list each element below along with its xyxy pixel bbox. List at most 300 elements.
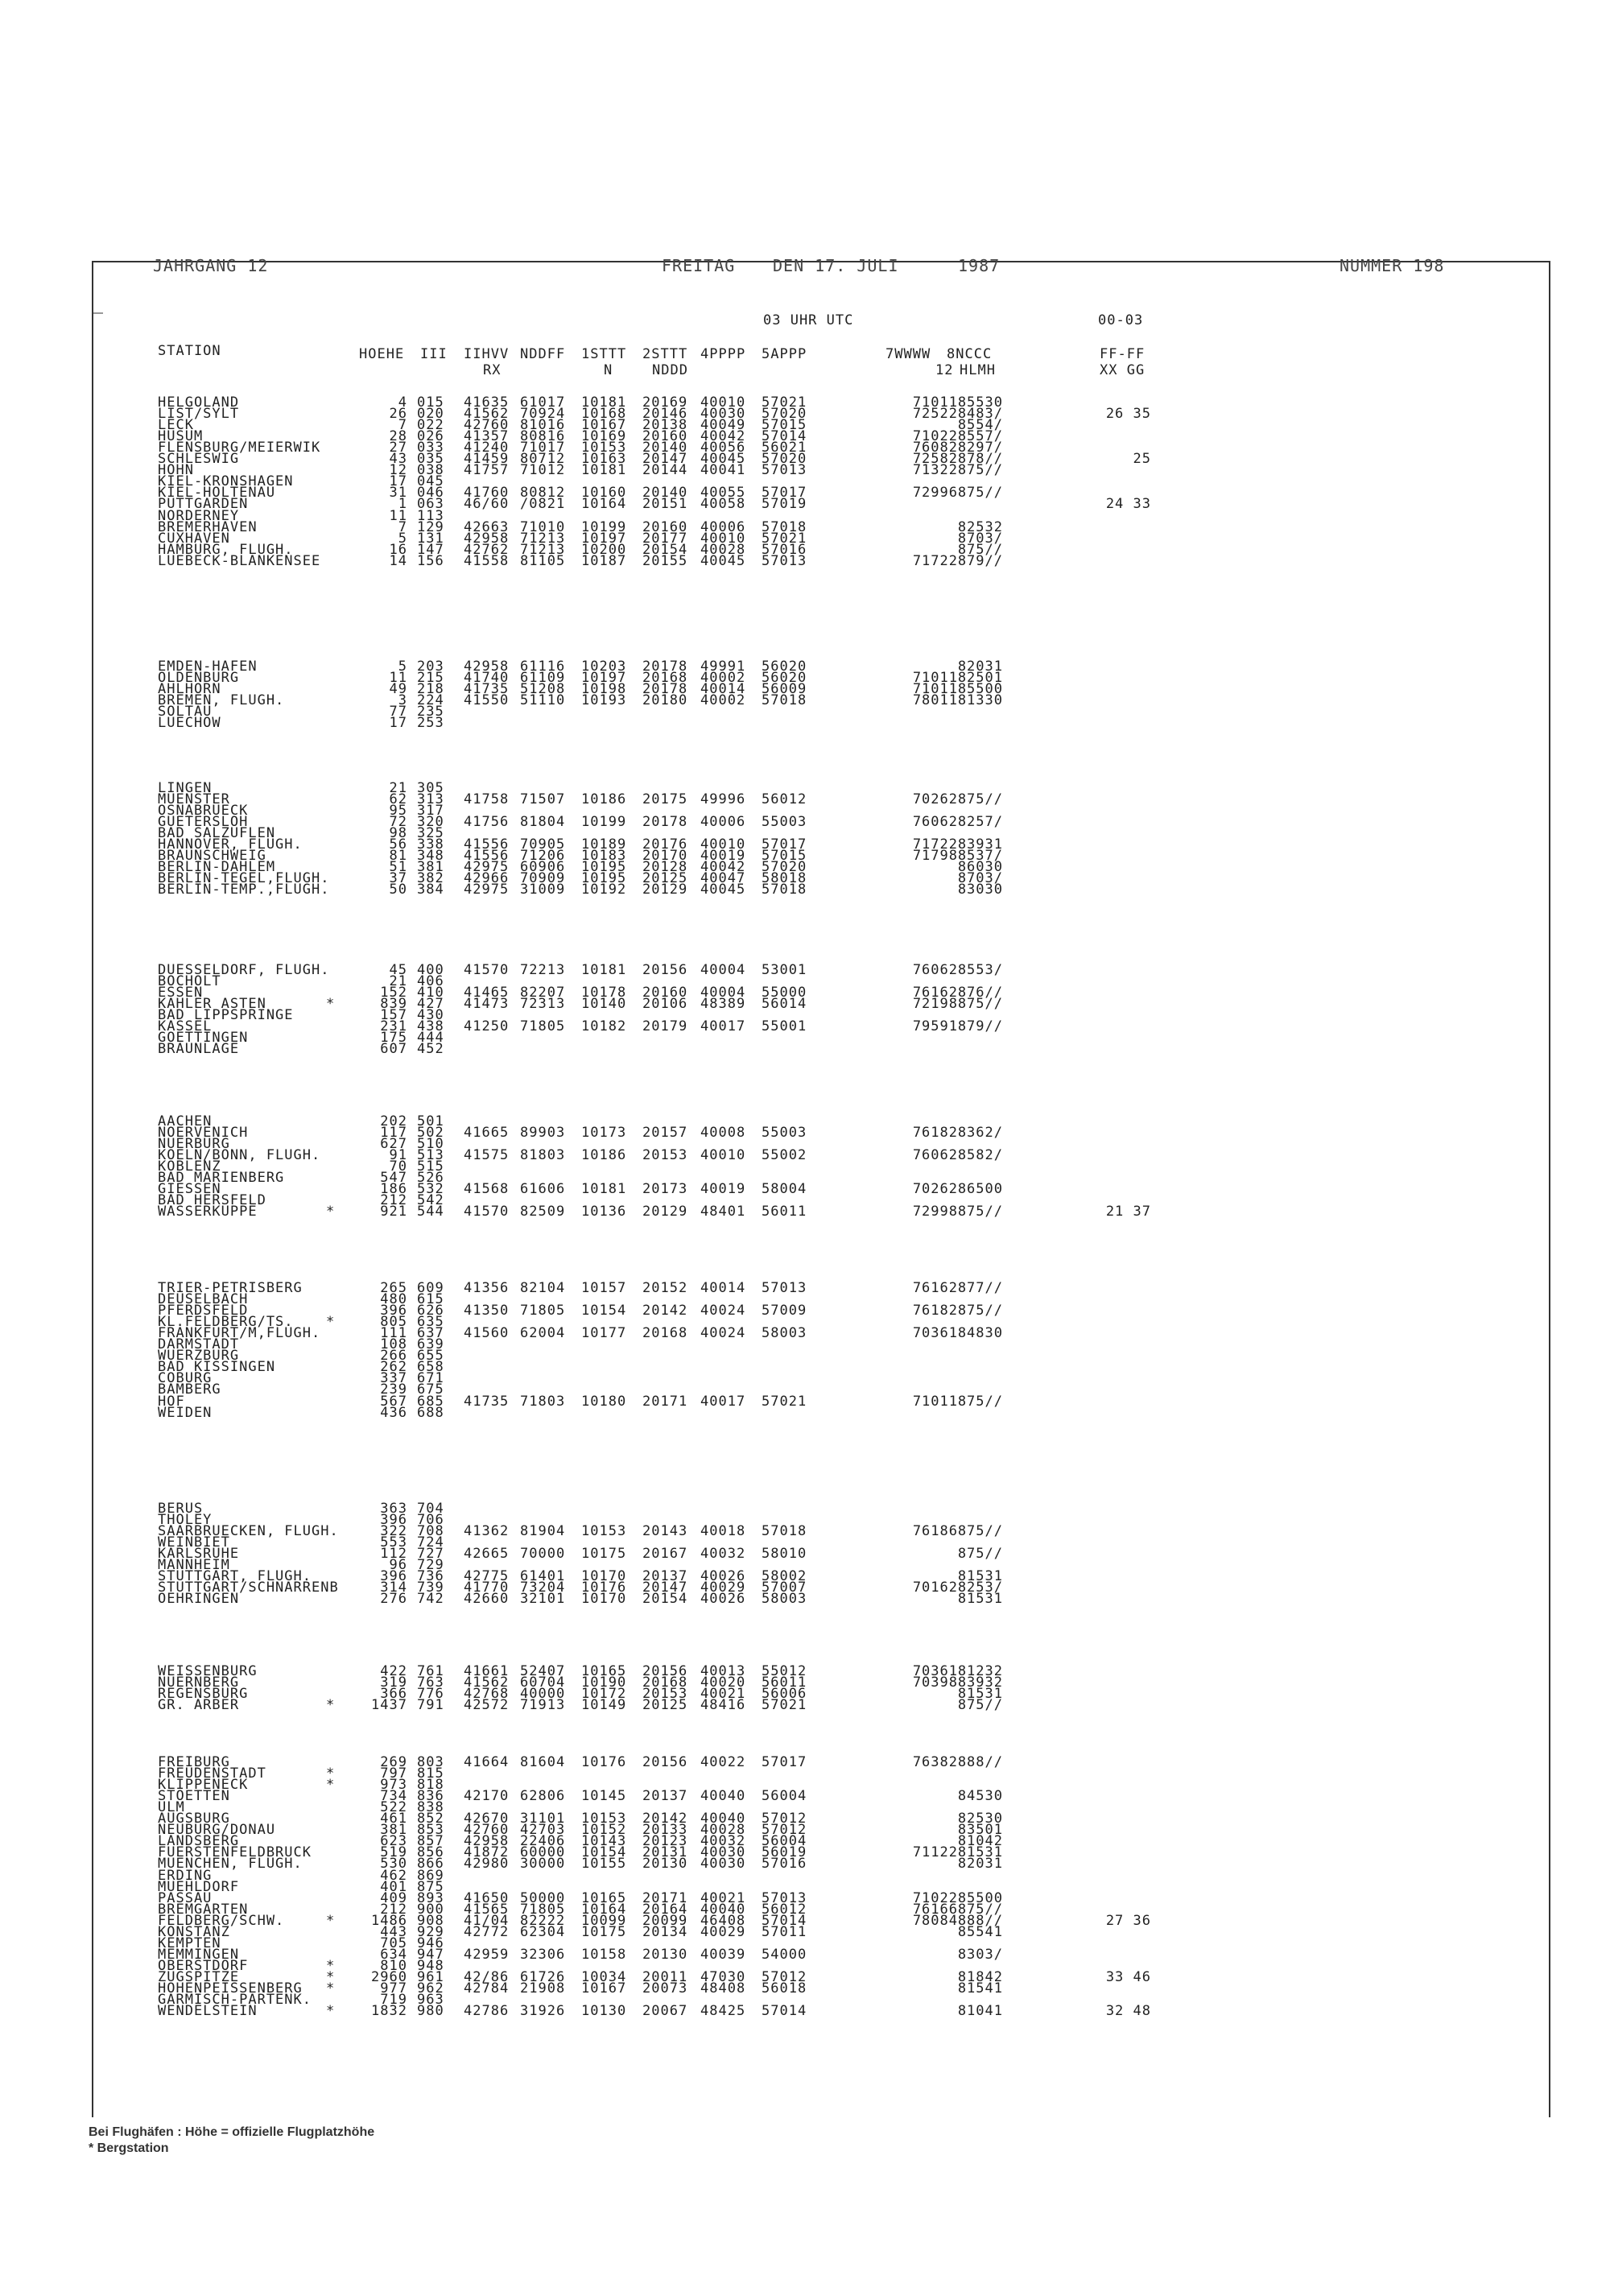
- group-1sttt: 10190: [581, 1675, 627, 1691]
- group-4pppp: 40032: [700, 1833, 746, 1850]
- station-code: 962: [417, 1980, 444, 1997]
- station-name: KARLSRUHE: [158, 1546, 240, 1563]
- group-2sttt: 20153: [642, 1147, 688, 1164]
- group-1sttt: 10163: [581, 451, 627, 468]
- nddff-value: 80812: [520, 485, 566, 502]
- station-code: 502: [417, 1125, 444, 1142]
- mountain-marker: *: [326, 1314, 336, 1331]
- nddff-value: 81604: [520, 1754, 566, 1770]
- group-1sttt: 10186: [581, 791, 627, 808]
- station-name: CUXHAVEN: [158, 530, 230, 547]
- iihvv-value: 41356: [464, 1280, 510, 1296]
- station-name: THOLEY: [158, 1512, 213, 1529]
- group-5appp: 56011: [762, 1204, 807, 1220]
- iihvv-value: 42786: [464, 2003, 510, 2020]
- station-code: 253: [417, 715, 444, 732]
- group-2sttt: 20154: [642, 541, 688, 558]
- height-value: 381: [380, 1822, 407, 1839]
- col-iihvv-sub: RX: [483, 362, 502, 378]
- table-row: [0, 1041, 1610, 1057]
- height-value: 72: [389, 814, 407, 831]
- station-code: 320: [417, 814, 444, 831]
- group-4pppp: 46408: [700, 1912, 746, 1929]
- height-value: 212: [380, 1901, 407, 1918]
- group-2sttt: 20130: [642, 1856, 688, 1873]
- group-2sttt: 20171: [642, 1889, 688, 1906]
- group-2sttt: 20125: [642, 870, 688, 887]
- group-5appp: 56014: [762, 996, 807, 1013]
- iihvv-value: 41473: [464, 996, 510, 1013]
- station-code: 203: [417, 659, 444, 675]
- group-7wwww: 78011: [912, 692, 958, 709]
- group-4pppp: 40013: [700, 1663, 746, 1679]
- group-5appp: 55001: [762, 1018, 807, 1035]
- iihvv-value: 41770: [464, 1580, 510, 1596]
- group-5appp: 57018: [762, 1523, 807, 1540]
- height-value: 276: [380, 1591, 407, 1608]
- station-name: GUETERSLOH: [158, 814, 249, 831]
- nddff-value: 73204: [520, 1580, 566, 1596]
- station-code: 963: [417, 1992, 444, 2009]
- station-name: HOF: [158, 1393, 185, 1410]
- height-value: 797: [380, 1765, 407, 1782]
- station-code: 908: [417, 1912, 444, 1929]
- group-7wwww: 76162: [912, 1280, 958, 1296]
- height-value: 462: [380, 1867, 407, 1884]
- group-2sttt: 20147: [642, 451, 688, 468]
- group-5appp: 55000: [762, 985, 807, 1001]
- height-value: 17: [389, 473, 407, 490]
- group-8nccc: 878//: [957, 451, 1003, 468]
- iihvv-value: 42958: [464, 530, 510, 547]
- group-8nccc: 8554/: [957, 417, 1003, 434]
- group-8nccc: 8557/: [957, 428, 1003, 445]
- height-value: 3: [398, 692, 407, 709]
- station-name: KAHLER ASTEN: [158, 996, 266, 1013]
- col-2sttt-sub: NDDD: [652, 362, 688, 378]
- height-value: 719: [380, 1992, 407, 2009]
- nddff-value: 30000: [520, 1856, 566, 1873]
- group-1sttt: 10189: [581, 836, 627, 853]
- group-7wwww: 76182: [912, 1125, 958, 1142]
- station-code: 218: [417, 681, 444, 698]
- nddff-value: 61017: [520, 394, 566, 411]
- station-code: 410: [417, 985, 444, 1001]
- footnote-airports: Bei Flughäfen : Höhe = offizielle Flugplatzhöhe: [89, 2125, 375, 2139]
- group-4pppp: 40041: [700, 462, 746, 479]
- height-value: 480: [380, 1291, 407, 1308]
- height-value: 1486: [371, 1912, 407, 1929]
- group-2sttt: 20179: [642, 1018, 688, 1035]
- height-value: 567: [380, 1393, 407, 1410]
- group-7wwww: 78084: [912, 1912, 958, 1929]
- station-code: 532: [417, 1181, 444, 1198]
- group-2sttt: 20160: [642, 428, 688, 445]
- group-7wwww: 72522: [912, 406, 958, 423]
- group-2sttt: 20131: [642, 1844, 688, 1861]
- group-4pppp: 40029: [700, 1923, 746, 1940]
- group-5appp: 55012: [762, 1663, 807, 1679]
- station-code: 430: [417, 1007, 444, 1024]
- iihvv-value: 41575: [464, 1147, 510, 1164]
- station-name: REGENSBURG: [158, 1686, 249, 1703]
- group-8nccc: 81531: [957, 1591, 1003, 1608]
- group-8nccc: 8362/: [957, 1125, 1003, 1142]
- group-4pppp: 40028: [700, 541, 746, 558]
- group-2sttt: 20142: [642, 1303, 688, 1319]
- station-code: 384: [417, 882, 444, 898]
- station-name: BREMGARTEN: [158, 1901, 249, 1918]
- iihvv-value: 42/86: [464, 1968, 510, 1985]
- nddff-value: 71805: [520, 1901, 566, 1918]
- group-7wwww: 79591: [912, 1018, 958, 1035]
- station-name: PASSAU: [158, 1889, 213, 1906]
- station-code: 305: [417, 780, 444, 796]
- station-code: 046: [417, 485, 444, 502]
- nddff-value: 81016: [520, 417, 566, 434]
- iihvv-value: 41556: [464, 848, 510, 865]
- group-2sttt: 20171: [642, 1393, 688, 1410]
- iihvv-value: 41562: [464, 406, 510, 423]
- station-name: GARMISCH-PARTENK.: [158, 1992, 312, 2009]
- iihvv-value: 42762: [464, 541, 510, 558]
- station-name: NORDERNEY: [158, 507, 240, 524]
- height-value: 111: [380, 1325, 407, 1342]
- station-code: 637: [417, 1325, 444, 1342]
- height-value: 839: [380, 996, 407, 1013]
- station-code: 869: [417, 1867, 444, 1884]
- height-value: 921: [380, 1204, 407, 1220]
- col-5appp: 5APPP: [762, 346, 807, 362]
- height-value: 49: [389, 681, 407, 698]
- nddff-value: 70924: [520, 406, 566, 423]
- station-code: 655: [417, 1348, 444, 1365]
- group-1sttt: 10175: [581, 1923, 627, 1940]
- mountain-marker: *: [326, 996, 336, 1013]
- station-name: ERDING: [158, 1867, 213, 1884]
- station-name: WUERZBURG: [158, 1348, 240, 1365]
- group-4pppp: 40022: [700, 1754, 746, 1770]
- station-code: 444: [417, 1030, 444, 1047]
- station-name: NEUBURG/DONAU: [158, 1822, 276, 1839]
- date-label: DEN 17. JULI: [773, 256, 899, 275]
- nddff-value: 31926: [520, 2003, 566, 2020]
- station-code: 022: [417, 417, 444, 434]
- group-1sttt: 10203: [581, 659, 627, 675]
- height-value: 112: [380, 1546, 407, 1563]
- station-code: 875: [417, 1878, 444, 1895]
- nddff-value: 71913: [520, 1697, 566, 1714]
- nddff-value: 42703: [520, 1822, 566, 1839]
- height-value: 4: [398, 394, 407, 411]
- group-2sttt: 20146: [642, 406, 688, 423]
- station-name: WEINBIET: [158, 1534, 230, 1551]
- iihvv-value: 42775: [464, 1568, 510, 1585]
- group-5appp: 55003: [762, 1125, 807, 1142]
- group-4pppp: 40019: [700, 1181, 746, 1198]
- group-7wwww: 70162: [912, 1580, 958, 1596]
- station-code: 947: [417, 1946, 444, 1963]
- station-name: OBERSTDORF: [158, 1957, 249, 1974]
- group-2sttt: 20157: [642, 1125, 688, 1142]
- station-name: BERLIN-TEGEL,FLUGH.: [158, 870, 330, 887]
- height-value: 77: [389, 704, 407, 721]
- range-label: 00-03: [1098, 312, 1144, 328]
- iihvv-value: 42958: [464, 659, 510, 675]
- station-code: 510: [417, 1136, 444, 1153]
- station-code: 866: [417, 1856, 444, 1873]
- station-code: 763: [417, 1675, 444, 1691]
- group-7wwww: 76062: [912, 962, 958, 978]
- table-row: [0, 1204, 1610, 1220]
- station-name: BERLIN-TEMP.,FLUGH.: [158, 882, 330, 898]
- height-value: 337: [380, 1370, 407, 1387]
- station-name: MUEHLDORF: [158, 1878, 240, 1895]
- group-2sttt: 20173: [642, 1181, 688, 1198]
- height-value: 117: [380, 1125, 407, 1142]
- station-name: MUENSTER: [158, 791, 230, 808]
- group-5appp: 53001: [762, 962, 807, 978]
- group-8nccc: 81330: [957, 692, 1003, 709]
- group-5appp: 57017: [762, 836, 807, 853]
- nddff-value: 81804: [520, 814, 566, 831]
- station-code: 961: [417, 1968, 444, 1985]
- nddff-value: 32101: [520, 1591, 566, 1608]
- group-5appp: 57013: [762, 462, 807, 479]
- station-code: 038: [417, 462, 444, 479]
- group-8nccc: 85500: [957, 681, 1003, 698]
- group-1sttt: 10164: [581, 1901, 627, 1918]
- group-8nccc: 82031: [957, 659, 1003, 675]
- nddff-value: 70000: [520, 1546, 566, 1563]
- group-5appp: 57007: [762, 1580, 807, 1596]
- group-4pppp: 40042: [700, 859, 746, 876]
- height-value: 7: [398, 518, 407, 535]
- group-2sttt: 20155: [642, 552, 688, 569]
- station-name: OSNABRUECK: [158, 803, 249, 820]
- height-value: 319: [380, 1675, 407, 1691]
- nddff-value: 61726: [520, 1968, 566, 1985]
- group-5appp: 57016: [762, 541, 807, 558]
- height-value: 28: [389, 428, 407, 445]
- group-7wwww: 70262: [912, 1181, 958, 1198]
- station-code: 980: [417, 2003, 444, 2020]
- group-8nccc: 8703/: [957, 870, 1003, 887]
- group-8nccc: 875//: [957, 1393, 1003, 1410]
- group-8nccc: 888//: [957, 1754, 1003, 1770]
- station-code: 742: [417, 1591, 444, 1608]
- table-row: [0, 1591, 1610, 1607]
- station-code: 675: [417, 1381, 444, 1398]
- station-name: AACHEN: [158, 1113, 213, 1129]
- height-value: 805: [380, 1314, 407, 1331]
- station-name: WENDELSTEIN: [158, 2003, 258, 2020]
- height-value: 265: [380, 1280, 407, 1296]
- station-code: 761: [417, 1663, 444, 1679]
- group-4pppp: 40045: [700, 451, 746, 468]
- station-name: BAD MARIENBERG: [158, 1170, 285, 1187]
- group-4pppp: 40039: [700, 1946, 746, 1963]
- station-code: 147: [417, 541, 444, 558]
- height-value: 7: [398, 417, 407, 434]
- iihvv-value: 41570: [464, 962, 510, 978]
- group-1sttt: 10165: [581, 1663, 627, 1679]
- station-code: 639: [417, 1336, 444, 1353]
- group-2sttt: 20178: [642, 659, 688, 675]
- group-5appp: 56019: [762, 1844, 807, 1861]
- station-code: 635: [417, 1314, 444, 1331]
- group-4pppp: 40030: [700, 406, 746, 423]
- table-row: [0, 2003, 1610, 2019]
- footnote-mountain: * Bergstation: [89, 2141, 169, 2155]
- group-4pppp: 40028: [700, 1822, 746, 1839]
- station-name: DARMSTADT: [158, 1336, 240, 1353]
- group-1sttt: 10136: [581, 1204, 627, 1220]
- issue-number: NUMMER 198: [1340, 256, 1445, 275]
- nddff-value: 71213: [520, 541, 566, 558]
- nddff-value: 71010: [520, 518, 566, 535]
- group-1sttt: 10130: [581, 2003, 627, 2020]
- nddff-value: 40000: [520, 1686, 566, 1703]
- height-value: 5: [398, 530, 407, 547]
- station-name: KL.FELDBERG/TS.: [158, 1314, 294, 1331]
- group-5appp: 57020: [762, 859, 807, 876]
- height-value: 396: [380, 1568, 407, 1585]
- group-2sttt: 20130: [642, 1946, 688, 1963]
- group-7wwww: 76062: [912, 1147, 958, 1164]
- group-7wwww: 71011: [912, 670, 958, 687]
- group-2sttt: 20153: [642, 1686, 688, 1703]
- group-1sttt: 10176: [581, 1754, 627, 1770]
- group-5appp: 58003: [762, 1325, 807, 1342]
- height-value: 202: [380, 1113, 407, 1129]
- iihvv-value: 42980: [464, 1856, 510, 1873]
- height-value: 1832: [371, 2003, 407, 2020]
- station-name: SCHLESWIG: [158, 451, 240, 468]
- group-8nccc: 876//: [957, 985, 1003, 1001]
- height-value: 27: [389, 440, 407, 456]
- station-name: NUERNBERG: [158, 1675, 240, 1691]
- height-value: 96: [389, 1557, 407, 1574]
- group-5appp: 57019: [762, 496, 807, 513]
- group-1sttt: 10099: [581, 1912, 627, 1929]
- group-4pppp: 48401: [700, 1204, 746, 1220]
- group-4pppp: 40008: [700, 1125, 746, 1142]
- height-value: 239: [380, 1381, 407, 1398]
- group-1sttt: 10181: [581, 962, 627, 978]
- group-5appp: 54000: [762, 1946, 807, 1963]
- group-5appp: 57021: [762, 530, 807, 547]
- height-value: 12: [389, 462, 407, 479]
- station-code: 325: [417, 825, 444, 842]
- group-8nccc: 82031: [957, 1856, 1003, 1873]
- group-7wwww: 71022: [912, 428, 958, 445]
- group-5appp: 56012: [762, 791, 807, 808]
- group-4pppp: 40040: [700, 1788, 746, 1805]
- station-code: 156: [417, 552, 444, 569]
- station-name: STOETTEN: [158, 1788, 230, 1805]
- iihvv-value: 41735: [464, 1393, 510, 1410]
- nddff-value: 60906: [520, 859, 566, 876]
- nddff-value: 71213: [520, 530, 566, 547]
- group-2sttt: 20178: [642, 681, 688, 698]
- station-code: 400: [417, 962, 444, 978]
- group-5appp: 56004: [762, 1833, 807, 1850]
- station-name: WEISSENBURG: [158, 1663, 258, 1679]
- height-value: 973: [380, 1777, 407, 1794]
- group-1sttt: 10034: [581, 1968, 627, 1985]
- group-5appp: 56012: [762, 1901, 807, 1918]
- station-code: 338: [417, 836, 444, 853]
- station-name: KOBLENZ: [158, 1158, 221, 1175]
- height-value: 436: [380, 1404, 407, 1421]
- station-name: HAMBURG, FLUGH.: [158, 541, 294, 558]
- nddff-value: 61606: [520, 1181, 566, 1198]
- group-2sttt: 20099: [642, 1912, 688, 1929]
- height-value: 522: [380, 1799, 407, 1816]
- group-1sttt: 10177: [581, 1325, 627, 1342]
- group-8nccc: 82530: [957, 1811, 1003, 1827]
- iihvv-value: 42784: [464, 1980, 510, 1997]
- group-5appp: 57014: [762, 1912, 807, 1929]
- group-1sttt: 10181: [581, 394, 627, 411]
- group-8nccc: 81531: [957, 1686, 1003, 1703]
- group-7wwww: 71122: [912, 1844, 958, 1861]
- group-4pppp: 48389: [700, 996, 746, 1013]
- group-4pppp: 40024: [700, 1303, 746, 1319]
- station-code: 515: [417, 1158, 444, 1175]
- table-row: [0, 1405, 1610, 1421]
- group-5appp: 56004: [762, 1788, 807, 1805]
- station-name: BAD HERSFELD: [158, 1192, 266, 1209]
- group-2sttt: 20123: [642, 1833, 688, 1850]
- group-4pppp: 40014: [700, 681, 746, 698]
- group-8nccc: 82532: [957, 518, 1003, 535]
- station-code: 852: [417, 1811, 444, 1827]
- group-4pppp: 49996: [700, 791, 746, 808]
- height-value: 366: [380, 1686, 407, 1703]
- station-code: 658: [417, 1359, 444, 1376]
- group-1sttt: 10178: [581, 985, 627, 1001]
- group-5appp: 57021: [762, 394, 807, 411]
- group-7wwww: 71798: [912, 848, 958, 865]
- iihvv-value: 42768: [464, 1686, 510, 1703]
- station-name: STUTTGART, FLUGH.: [158, 1568, 312, 1585]
- group-8nccc: 86500: [957, 1181, 1003, 1198]
- group-5appp: 58004: [762, 1181, 807, 1198]
- group-8nccc: 888//: [957, 1912, 1003, 1929]
- group-1sttt: 10193: [581, 692, 627, 709]
- station-name: BERUS: [158, 1501, 204, 1517]
- group-8nccc: 875//: [957, 1523, 1003, 1540]
- station-code: 946: [417, 1935, 444, 1951]
- group-5appp: 55003: [762, 814, 807, 831]
- group-5appp: 56011: [762, 1675, 807, 1691]
- mountain-marker: *: [326, 1777, 336, 1794]
- station-name: OEHRINGEN: [158, 1591, 240, 1608]
- group-5appp: 57012: [762, 1811, 807, 1827]
- group-4pppp: 40017: [700, 1018, 746, 1035]
- weekday-label: FREITAG: [662, 256, 736, 275]
- station-code: 838: [417, 1799, 444, 1816]
- gust-value: 24 33: [1105, 496, 1151, 513]
- group-1sttt: 10187: [581, 552, 627, 569]
- group-5appp: 57013: [762, 1889, 807, 1906]
- group-8nccc: 85541: [957, 1923, 1003, 1940]
- group-7wwww: 72998: [912, 1204, 958, 1220]
- group-7wwww: 71011: [912, 394, 958, 411]
- group-2sttt: 20125: [642, 1697, 688, 1714]
